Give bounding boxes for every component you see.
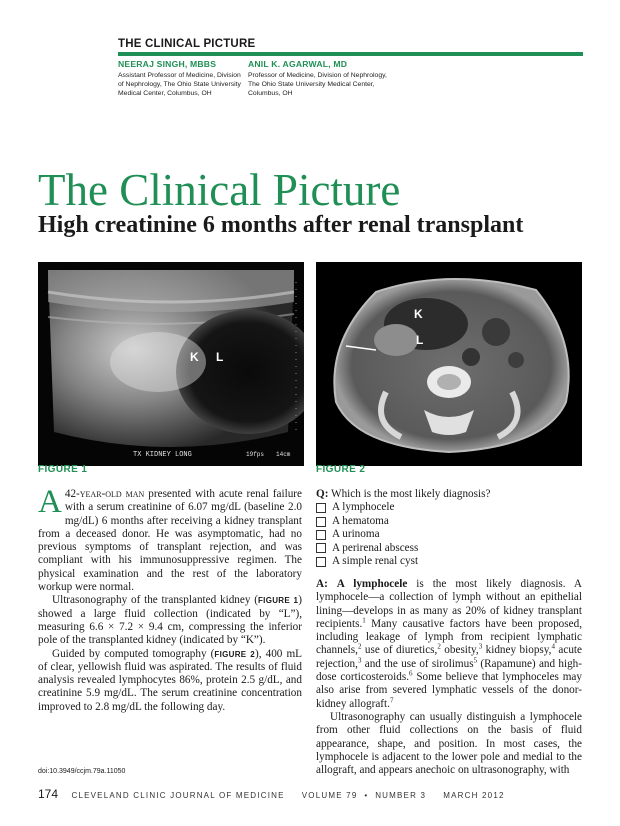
page-title: The Clinical Picture bbox=[38, 165, 401, 215]
answer-paragraph-1: A: A lymphocele is the most likely diagnosis. A lymphocele—a collection of lymph without an epithelial lining—develops in as many as 20% of kidney transplant recipients.$^1$ Many causative factors have been proposed, including leakage of lymph from recipient lymphatic channels,$^2$ use of diuretics,$^2$ obesity,$^3$ kidney biopsy,$^4$ acute rejection,$^3$ and the use of sirolimus$^5$ (Rapamune) and high-dose corticosteroids.$^6$ Some believe that lymphoceles may also arise from severed lymphatic vessels of the donor-kidney allograft.$^7$ bbox=[316, 578, 583, 710]
case-paragraph-1: A 42-year-old man presented with acute renal failure with a serum creatinine of 6.07 mg/dL (baseline 2.0 mg/dL) 6 months after receiving a kidney transplant from a deceased donor. He was asymptomatic, had no previous symptoms of transplant rejection, and was compliant with his immunosuppressive regimen. The physical examination and the rest of the laboratory workup were normal. bbox=[38, 484, 302, 594]
case-paragraph-2: Ultrasonography of the transplanted kidney (FIGURE 1) showed a large fluid collection (indicated by “L”), measuring 6.6 × 7.2 × 9.4 cm, compressing the inferior pole of the transplanted kidney (indicated by “K”). bbox=[38, 594, 303, 647]
drop-cap: A bbox=[38, 484, 62, 520]
issue-date: MARCH 2012 bbox=[443, 791, 505, 800]
answer-highlight: A lymphocele bbox=[336, 578, 408, 590]
page-number: 174 bbox=[38, 787, 59, 801]
answer-option[interactable]: A simple renal cyst bbox=[316, 555, 582, 568]
figure-reference: FIGURE 2 bbox=[214, 649, 255, 659]
author-name: ANIL K. AGARWAL, MD bbox=[248, 59, 348, 69]
image-caption: TX KIDNEY LONG bbox=[133, 451, 192, 459]
header-rule bbox=[118, 52, 583, 56]
volume: VOLUME 79 bbox=[301, 791, 358, 800]
author-name: NEERAJ SINGH, MBBS bbox=[118, 59, 217, 69]
answer-option[interactable]: A hematoma bbox=[316, 515, 582, 528]
figure-1-image bbox=[38, 262, 304, 466]
answer-paragraph-2: Ultrasonography can usually distinguish a lymphocele from other fluid collections on the basis of fluid appearance, shape, and position. In most cases, the lymphocele is adjacent to the lower pole and medial to the allograft, and appears anechoic on ultrasonography, with bbox=[316, 710, 582, 777]
ultrasound-image bbox=[38, 262, 304, 466]
issue-number: NUMBER 3 bbox=[375, 791, 427, 800]
section-label: THE CLINICAL PICTURE bbox=[118, 38, 256, 50]
checkbox[interactable] bbox=[316, 543, 326, 553]
figure-1-label: FIGURE 1 bbox=[38, 464, 88, 475]
answer-option[interactable]: A urinoma bbox=[316, 528, 582, 541]
case-paragraph-3: Guided by computed tomography (FIGURE 2), 400 mL of clear, yellowish fluid was aspirated. The results of fluid analysis revealed lymphocytes 86%, protein 2.5 g/dL, and creatinine 5.9 mg/dL. The serum creatinine concentration improved to 2.8 mg/dL the following day. bbox=[38, 647, 303, 713]
figure-2-image bbox=[316, 262, 582, 466]
scan-info-depth: 14cm bbox=[276, 451, 291, 458]
figure-2-label: FIGURE 2 bbox=[316, 464, 366, 475]
question-text: Q: Which is the most likely diagnosis? bbox=[316, 488, 491, 500]
checkbox[interactable] bbox=[316, 517, 326, 527]
page-footer: 174 CLEVELAND CLINIC JOURNAL OF MEDICINE VOLUME 79 • NUMBER 3 MARCH 2012 bbox=[38, 787, 505, 801]
scan-info-fps: 19fps bbox=[246, 451, 265, 458]
marker-k: K bbox=[190, 350, 199, 364]
answer-option[interactable]: A perirenal abscess bbox=[316, 542, 582, 555]
question-block bbox=[316, 488, 582, 568]
answer-option[interactable]: A lymphocele bbox=[316, 501, 582, 514]
article-subtitle: High creatinine 6 months after renal transplant bbox=[38, 212, 524, 238]
checkbox[interactable] bbox=[316, 530, 326, 540]
ct-scan-image bbox=[316, 262, 582, 466]
author-2 bbox=[248, 59, 408, 99]
checkbox[interactable] bbox=[316, 503, 326, 513]
doi: doi:10.3949/ccjm.79a.11050 bbox=[38, 768, 126, 775]
journal-name: CLEVELAND CLINIC JOURNAL OF MEDICINE bbox=[71, 791, 285, 800]
figure-reference: FIGURE 1 bbox=[257, 596, 299, 606]
answer-text bbox=[316, 578, 582, 777]
marker-l: L bbox=[216, 350, 224, 364]
checkbox[interactable] bbox=[316, 557, 326, 567]
author-affiliation: Professor of Medicine, Division of Nephrology, The Ohio State University Medical Center, Columbus, OH bbox=[248, 72, 387, 98]
left-column-text bbox=[38, 484, 303, 714]
author-1 bbox=[118, 59, 248, 99]
marker-k: K bbox=[414, 307, 423, 321]
marker-l: L bbox=[416, 333, 424, 347]
author-affiliation: Assistant Professor of Medicine, Division of Nephrology, The Ohio State University Medical Center, Columbus, OH bbox=[118, 72, 241, 98]
